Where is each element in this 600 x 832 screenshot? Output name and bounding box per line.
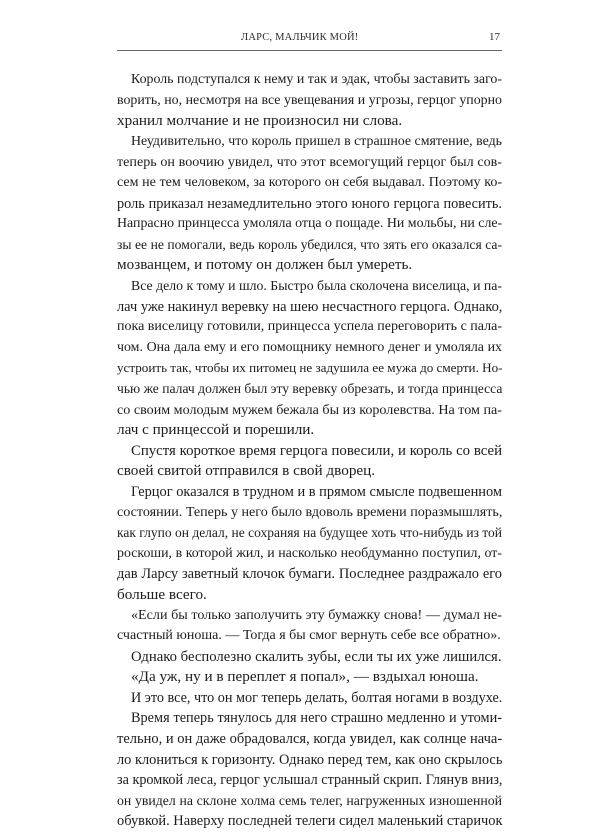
text-line: пока виселицу готовили, принцесса успела переговорить с пала- bbox=[117, 319, 502, 335]
text-line: Король подступался к нему и так и эдак, чтобы заставить заго- bbox=[131, 72, 502, 87]
text-line: устроить так, чтобы их питомец не задушила ее мужа до смерти. Но- bbox=[117, 360, 503, 376]
text-line: теперь он воочию увидел, что этот всемогущий герцог был сов- bbox=[117, 154, 502, 171]
text-line: ворить, но, несмотря на все увещевания и угрозы, герцог упорно bbox=[117, 92, 502, 108]
text-line: роскоши, в которой жил, и насколько необдуманно поступил, от- bbox=[117, 545, 502, 561]
text-line: со своим молодым мужем бежала бы из королевства. На том па- bbox=[117, 401, 502, 418]
text-line: как глупо он делал, не сохраняя на будущее хоть что-нибудь из той bbox=[117, 525, 502, 541]
text-line: Напрасно принцесса умоляла отца о пощаде. Ни мольбы, ни сле- bbox=[117, 216, 503, 232]
text-line: мозванцем, и потому он должен был умереть. bbox=[117, 256, 413, 274]
text-line: больше всего. bbox=[117, 585, 207, 603]
text-line: своей свитой отправился в свой дворец. bbox=[117, 462, 376, 480]
text-line: чью же палач должен был эту веревку обрезать, и тогда принцесса bbox=[117, 380, 503, 396]
text-line: дав Ларсу заветный клочок бумаги. Последнее раздражало его bbox=[117, 566, 502, 583]
text-line: «Если бы только заполучить эту бумажку снова! — думал не- bbox=[131, 607, 502, 624]
text-line: Герцог оказался в трудном и в прямом смысле подвешенном bbox=[131, 483, 502, 500]
text-line: Спустя короткое время герцога повесили, и король со всей bbox=[131, 442, 502, 459]
running-header bbox=[117, 28, 502, 51]
text-line: роль приказал незамедлительно этого юного герцога повесить. bbox=[117, 195, 502, 212]
body-text bbox=[117, 70, 502, 832]
running-title: ЛАРС, МАЛЬЧИК МОЙ! bbox=[241, 32, 359, 43]
text-line: счастный юноша. — Тогда я бы смог вернуть себе все обратно». bbox=[117, 628, 501, 644]
text-line: зы ее не помогали, ведь король убедился, что зять его оказался са- bbox=[117, 236, 502, 252]
text-line: тельно, и он даже обрадовался, когда увидел, как солнце нача- bbox=[117, 731, 503, 747]
page-number: 17 bbox=[489, 31, 500, 43]
text-line: чом. Она дала ему и его помощнику немного денег и умоляла их bbox=[117, 339, 502, 355]
text-line: Однако бесполезно скалить зубы, если ты их уже лишился. bbox=[131, 648, 502, 665]
text-line: обувкой. Наверху последней телеги сидел маленький старичок bbox=[117, 813, 503, 830]
text-line: лач уже накинул веревку на шею несчастного герцога. Однако, bbox=[117, 298, 503, 315]
text-line: хранил молчание и не произносил ни слова. bbox=[117, 112, 403, 130]
text-line: И это все, что он мог теперь делать, болтая ногами в воздухе. bbox=[131, 689, 503, 706]
text-line: Время теперь тянулось для него страшно медленно и утоми- bbox=[131, 710, 502, 727]
text-line: он увидел на склоне холма семь телег, нагруженных изношенной bbox=[117, 792, 502, 808]
text-line: ло клониться к горизонту. Однако перед тем, как оно скрылось bbox=[117, 751, 503, 768]
text-line: за кромкой леса, герцог услышал странный скрип. Глянув вниз, bbox=[117, 772, 503, 789]
text-line: «Да уж, ну и в переплет я попал», — вздыхал юноша. bbox=[131, 668, 479, 686]
text-line: Неудивительно, что король пришел в страшное смятение, ведь bbox=[131, 133, 502, 149]
text-line: лач с принцессой и порешили. bbox=[117, 421, 315, 439]
text-line: состоянии. Теперь у него было вдоволь времени поразмышлять, bbox=[117, 504, 503, 521]
text-line: Все дело к тому и шло. Быстро была сколочена виселица, и па- bbox=[131, 277, 503, 293]
text-line: сем не тем человеком, за которого он себя выдавал. Поэтому ко- bbox=[117, 174, 502, 190]
